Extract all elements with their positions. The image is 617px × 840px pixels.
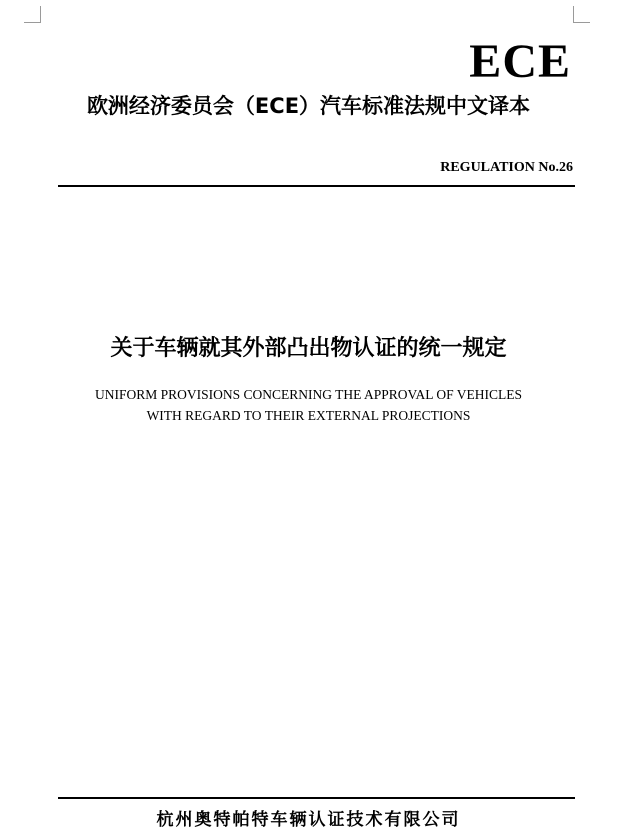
- series-title: 欧洲经济委员会（ECE）汽车标准法规中文译本: [86, 94, 531, 118]
- company-name: 杭州奥特帕特车辆认证技术有限公司: [156, 810, 461, 830]
- ece-mark: ECE: [469, 35, 571, 88]
- header-divider: [58, 185, 575, 187]
- footer-divider: [58, 797, 575, 799]
- document-title-english-line-2: WITH REGARD TO THEIR EXTERNAL PROJECTIONS: [146, 408, 471, 423]
- document-title-chinese: 关于车辆就其外部凸出物认证的统一规定: [110, 336, 507, 361]
- document-title-english-line-1: UNIFORM PROVISIONS CONCERNING THE APPROVAL OF VEHICLES: [94, 387, 523, 402]
- crop-mark-top-left: [24, 6, 41, 23]
- regulation-number: REGULATION No.26: [440, 160, 573, 175]
- document-title-english: [0, 384, 617, 426]
- crop-mark-top-right: [573, 6, 590, 23]
